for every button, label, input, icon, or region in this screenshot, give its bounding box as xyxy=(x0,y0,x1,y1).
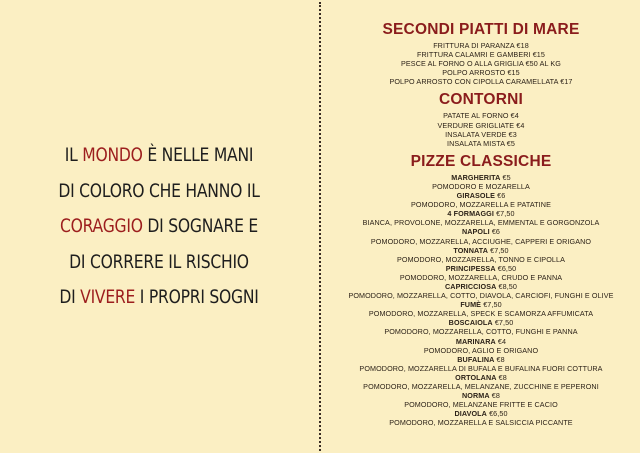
pizza-name: NAPOLI xyxy=(461,227,490,237)
menu-list xyxy=(322,20,640,431)
menu-item: INSALATA VERDE €3 xyxy=(445,129,517,139)
pizza-name: NORMA xyxy=(462,391,490,401)
pizza-description: POMODORO, MOZZARELLA, COTTO, FUNGHI E PANNA xyxy=(384,327,578,337)
pizza-heading xyxy=(322,300,640,309)
pizza-name: ORTOLANA xyxy=(455,372,497,382)
pizza-heading xyxy=(322,391,640,400)
menu-item: POLPO ARROSTO CON CIPOLLA CARAMELLATA €17 xyxy=(389,77,573,87)
pizza-description: POMODORO, MOZZARELLA E SALSICCIA PICCANTE xyxy=(389,418,573,428)
pizza-name: PRINCIPESSA xyxy=(445,263,496,273)
quote-text: È NELLE MANI xyxy=(142,144,254,166)
quote-text: DI xyxy=(59,286,81,308)
pizza-heading xyxy=(322,209,640,218)
quote-line xyxy=(29,280,290,316)
pizza-name: MARINARA xyxy=(455,336,496,346)
pizza-description: POMODORO, MOZZARELLA, CRUDO E PANNA xyxy=(399,272,563,282)
pizza-heading xyxy=(322,191,640,200)
pizza-price: €8 xyxy=(491,391,500,401)
menu-item: VERDURE GRIGLIATE €4 xyxy=(437,120,525,130)
pizza-price: €7,50 xyxy=(496,209,515,219)
pizza-heading xyxy=(322,373,640,382)
pizza-price: €7,50 xyxy=(490,245,509,255)
pizza-name: BOSCAIOLA xyxy=(448,318,493,328)
pizza-name: DIAVOLA xyxy=(454,409,487,419)
pizza-name: TONNATA xyxy=(453,245,489,255)
quote-line xyxy=(29,138,290,174)
pizza-price: €8 xyxy=(496,354,505,364)
pizza-name: BUFALINA xyxy=(457,354,495,364)
menu-item: INSALATA MISTA €5 xyxy=(446,138,515,148)
pizza-heading xyxy=(322,355,640,364)
right-panel xyxy=(322,0,640,453)
quote-line xyxy=(29,209,290,245)
pizza-description: POMODORO, MOZZARELLA, TONNO E CIPOLLA xyxy=(397,254,565,264)
section-title-pizze: PIZZE CLASSICHE xyxy=(410,152,552,170)
pizza-heading xyxy=(322,264,640,273)
pizza-price: €6,50 xyxy=(497,263,517,273)
pizze-items xyxy=(322,173,640,428)
pizza-name: 4 FORMAGGI xyxy=(447,209,494,219)
menu-item: PESCE AL FORNO O ALLA GRIGLIA €50 AL KG xyxy=(401,59,561,69)
section-title-secondi: SECONDI PIATTI DI MARE xyxy=(382,21,580,38)
quote-accent: CORAGGIO xyxy=(59,215,143,237)
menu-item: PATATE AL FORNO €4 xyxy=(443,111,519,121)
pizza-price: €5 xyxy=(502,172,511,182)
pizza-description: POMODORO, MOZZARELLA, COTTO, DIAVOLA, CARCIOFI, FUNGHI E OLIVE xyxy=(348,291,614,301)
menu-item: FRITTURA CALAMRI E GAMBERI €15 xyxy=(416,50,545,60)
pizza-price: €6,50 xyxy=(489,409,508,419)
pizza-description: POMODORO, MOZZARELLA, ACCIUGHE, CAPPERI E ORIGANO xyxy=(370,236,592,246)
pizza-description: POMODORO, AGLIO E ORIGANO xyxy=(423,345,539,355)
pizza-description: POMODORO, MOZZARELLA, MELANZANE, ZUCCHINE E PEPERONI xyxy=(363,382,599,391)
quote xyxy=(29,138,290,316)
quote-text: DI CORRERE IL RISCHIO xyxy=(69,250,249,273)
pizza-heading xyxy=(322,227,640,236)
quote-accent: MONDO xyxy=(82,144,143,166)
quote-text: DI SOGNARE E xyxy=(142,215,259,237)
menu-item: POLPO ARROSTO €15 xyxy=(442,68,520,78)
pizza-name: CAPRICCIOSA xyxy=(444,281,497,291)
quote-accent: VIVERE xyxy=(80,286,136,308)
pizza-description: POMODORO, MOZZARELLA DI BUFALA E BUFALINA FUORI COTTURA xyxy=(359,363,603,373)
section-title-contorni: CONTORNI xyxy=(439,91,523,109)
pizza-price: €8 xyxy=(498,372,507,382)
quote-line xyxy=(29,174,290,210)
pizza-description: POMODORO E MOZARELLA xyxy=(432,181,530,191)
quote-text: I PROPRI SOGNI xyxy=(135,286,259,308)
pizza-description: POMODORO, MOZZARELLA E PATATINE xyxy=(411,200,551,210)
pizza-heading xyxy=(322,173,640,182)
pizza-description: POMODORO, MELANZANE FRITTE E CACIO xyxy=(404,400,558,410)
pizza-name: GIRASOLE xyxy=(456,191,496,201)
quote-line xyxy=(29,245,290,281)
left-panel xyxy=(0,0,318,453)
pizza-heading xyxy=(322,337,640,346)
pizza-price: €8,50 xyxy=(498,281,518,291)
pizza-description: BIANCA, PROVOLONE, MOZZARELLA, EMMENTAL E GORGONZOLA xyxy=(362,218,600,228)
menu-item: FRITTURA DI PARANZA €18 xyxy=(433,41,529,50)
pizza-heading xyxy=(322,318,640,327)
pizza-heading xyxy=(322,246,640,255)
quote-text: IL xyxy=(64,144,83,166)
pizza-price: €7,50 xyxy=(494,318,514,328)
secondi-items xyxy=(322,41,640,86)
pizza-price: €6 xyxy=(497,191,506,201)
pizza-price: €4 xyxy=(497,336,507,346)
pizza-price: €7,50 xyxy=(483,300,502,310)
pizza-description: POMODORO, MOZZARELLA, SPECK E SCAMORZA AFFUMICATA xyxy=(368,309,594,319)
pizza-name: FUMÈ xyxy=(460,300,482,310)
contorni-items xyxy=(322,111,640,147)
pizza-name: MARGHERITA xyxy=(451,172,501,182)
quote-text: DI COLORO CHE HANNO IL xyxy=(58,179,260,202)
pizza-price: €6 xyxy=(491,227,501,237)
pizza-heading xyxy=(322,282,640,291)
pizza-heading xyxy=(322,409,640,418)
page-divider xyxy=(319,2,321,451)
